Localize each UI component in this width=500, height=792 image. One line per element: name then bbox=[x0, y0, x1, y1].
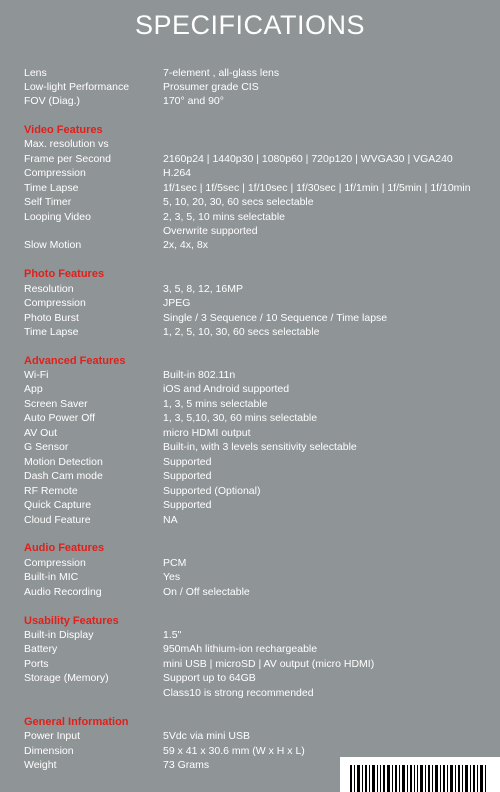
spec-row bbox=[24, 311, 500, 325]
spec-value: 5, 10, 20, 30, 60 secs selectable bbox=[163, 196, 314, 208]
spec-row bbox=[24, 137, 500, 151]
spec-value: micro HDMI output bbox=[163, 427, 251, 439]
spec-row bbox=[24, 440, 500, 454]
spec-row bbox=[24, 66, 500, 80]
section-heading: Audio Features bbox=[24, 542, 105, 554]
spec-row bbox=[24, 686, 500, 700]
barcode bbox=[340, 757, 500, 792]
spec-value: 3, 5, 8, 12, 16MP bbox=[163, 283, 243, 295]
spec-row bbox=[24, 729, 500, 743]
spec-value: 59 x 41 x 30.6 mm (W x H x L) bbox=[163, 745, 305, 757]
spec-row bbox=[24, 397, 500, 411]
spec-row bbox=[24, 469, 500, 483]
spec-row bbox=[24, 210, 500, 224]
spec-value: 2, 3, 5, 10 mins selectable bbox=[163, 211, 285, 223]
spec-value: 7-element , all-glass lens bbox=[163, 67, 280, 79]
spec-value: Class10 is strong recommended bbox=[163, 687, 314, 699]
section-heading: Usability Features bbox=[24, 615, 119, 627]
spec-label: Weight bbox=[24, 759, 57, 771]
spec-label: Dash Cam mode bbox=[24, 470, 103, 482]
spec-value: 1, 2, 5, 10, 30, 60 secs selectable bbox=[163, 326, 320, 338]
spec-value: PCM bbox=[163, 557, 187, 569]
spec-value: Single / 3 Sequence / 10 Sequence / Time lapse bbox=[163, 312, 388, 324]
spec-value: Prosumer grade CIS bbox=[163, 81, 259, 93]
spec-row bbox=[24, 455, 500, 469]
spec-label: Motion Detection bbox=[24, 456, 103, 468]
spec-label: Audio Recording bbox=[24, 586, 102, 598]
spec-label: Looping Video bbox=[24, 211, 91, 223]
spec-label: Ports bbox=[24, 658, 49, 670]
section-heading: Photo Features bbox=[24, 268, 105, 280]
spec-row bbox=[24, 94, 500, 108]
spec-value: mini USB | microSD | AV output (micro HDMI) bbox=[163, 658, 375, 670]
spec-row bbox=[24, 282, 500, 296]
spec-row bbox=[24, 671, 500, 685]
spec-label: Dimension bbox=[24, 745, 74, 757]
spec-label: Resolution bbox=[24, 283, 74, 295]
spec-value: 170° and 90° bbox=[163, 95, 224, 107]
spec-label: Slow Motion bbox=[24, 239, 82, 251]
spec-label: Battery bbox=[24, 643, 58, 655]
spec-row bbox=[24, 426, 500, 440]
spec-label: Quick Capture bbox=[24, 499, 92, 511]
spec-label: Photo Burst bbox=[24, 312, 79, 324]
spec-label: Max. resolution vs bbox=[24, 138, 109, 150]
spec-row bbox=[24, 224, 500, 238]
spec-label: Frame per Second bbox=[24, 153, 111, 165]
spec-value: Built-in 802.11n bbox=[163, 369, 236, 381]
spec-row bbox=[24, 80, 500, 94]
spec-label: Cloud Feature bbox=[24, 514, 91, 526]
spec-value: Support up to 64GB bbox=[163, 672, 256, 684]
spec-label: Storage (Memory) bbox=[24, 672, 109, 684]
spec-label: Built-in Display bbox=[24, 629, 94, 641]
spec-row bbox=[24, 498, 500, 512]
spec-value: NA bbox=[163, 514, 178, 526]
spec-label: Built-in MIC bbox=[24, 571, 79, 583]
spec-row bbox=[24, 296, 500, 310]
spec-row bbox=[24, 152, 500, 166]
spec-row bbox=[24, 325, 500, 339]
spec-row bbox=[24, 382, 500, 396]
spec-value: 1, 3, 5,10, 30, 60 mins selectable bbox=[163, 412, 318, 424]
spec-row bbox=[24, 744, 500, 758]
spec-row bbox=[24, 556, 500, 570]
spec-row bbox=[24, 368, 500, 382]
spec-label: Time Lapse bbox=[24, 326, 79, 338]
spec-label: Compression bbox=[24, 167, 86, 179]
spec-value: Yes bbox=[163, 571, 181, 583]
spec-value: Overwrite supported bbox=[163, 225, 258, 237]
spec-label: Screen Saver bbox=[24, 398, 88, 410]
spec-row bbox=[24, 238, 500, 252]
spec-value: 5Vdc via mini USB bbox=[163, 730, 250, 742]
spec-row bbox=[24, 484, 500, 498]
page-title: SPECIFICATIONS bbox=[134, 10, 366, 40]
spec-label: Wi-Fi bbox=[24, 369, 49, 381]
spec-row bbox=[24, 628, 500, 642]
spec-row bbox=[24, 513, 500, 527]
spec-row bbox=[24, 411, 500, 425]
spec-label: Lens bbox=[24, 67, 47, 79]
section-heading: Video Features bbox=[24, 124, 103, 136]
spec-value: Supported bbox=[163, 499, 212, 511]
spec-value: Supported bbox=[163, 456, 212, 468]
spec-value: JPEG bbox=[163, 297, 191, 309]
spec-row bbox=[24, 181, 500, 195]
spec-value: 2160p24 | 1440p30 | 1080p60 | 720p120 | WVGA30 | VGA240 bbox=[163, 153, 453, 165]
spec-row bbox=[24, 195, 500, 209]
spec-row bbox=[24, 166, 500, 180]
spec-label: App bbox=[24, 383, 43, 395]
spec-row bbox=[24, 642, 500, 656]
spec-value: 2x, 4x, 8x bbox=[163, 239, 208, 251]
spec-value: 1.5" bbox=[163, 629, 182, 641]
barcode-icon bbox=[350, 765, 490, 792]
spec-value: H.264 bbox=[163, 167, 192, 179]
spec-value: 73 Grams bbox=[163, 759, 210, 771]
spec-value: 1f/1sec | 1f/5sec | 1f/10sec | 1f/30sec | 1f/1min | 1f/5min | 1f/10min bbox=[163, 182, 471, 194]
spec-label: AV Out bbox=[24, 427, 58, 439]
section-heading: General Information bbox=[24, 716, 129, 728]
section-heading: Advanced Features bbox=[24, 355, 126, 367]
spec-label: RF Remote bbox=[24, 485, 78, 497]
spec-label: Auto Power Off bbox=[24, 412, 96, 424]
spec-value: Supported (Optional) bbox=[163, 485, 261, 497]
spec-label: Compression bbox=[24, 557, 86, 569]
spec-label: Time Lapse bbox=[24, 182, 79, 194]
spec-label: Compression bbox=[24, 297, 86, 309]
spec-label: G Sensor bbox=[24, 441, 69, 453]
spec-value: On / Off selectable bbox=[163, 586, 250, 598]
spec-label: FOV (Diag.) bbox=[24, 95, 81, 107]
spec-value: 950mAh lithium-ion rechargeable bbox=[163, 643, 318, 655]
spec-value: Built-in, with 3 levels sensitivity selectable bbox=[163, 441, 357, 453]
spec-label: Self Timer bbox=[24, 196, 72, 208]
spec-value: iOS and Android supported bbox=[163, 383, 290, 395]
spec-value: 1, 3, 5 mins selectable bbox=[163, 398, 268, 410]
spec-label: Power Input bbox=[24, 730, 81, 742]
spec-label: Low-light Performance bbox=[24, 81, 130, 93]
spec-value: Supported bbox=[163, 470, 212, 482]
spec-row bbox=[24, 570, 500, 584]
spec-row bbox=[24, 657, 500, 671]
spec-row bbox=[24, 585, 500, 599]
